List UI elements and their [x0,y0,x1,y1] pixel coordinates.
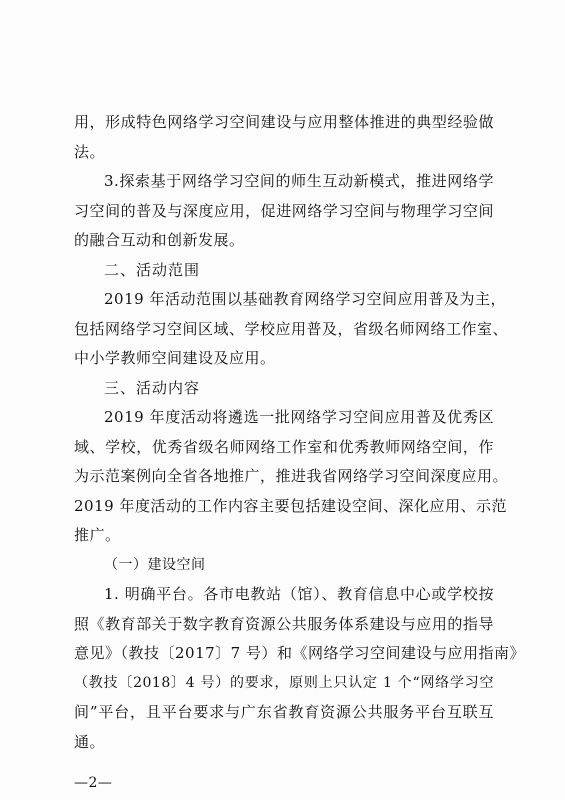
paragraph-line: 1. 明确平台。各市电教站（馆）、教育信息中心或学校按 [104,585,494,603]
paragraph-line: 2019 年度活动的工作内容主要包括建设空间、深化应用、示范 [74,497,507,515]
paragraph-line: 包括网络学习空间区域、学校应用普及，省级名师网络工作室、 [74,320,509,338]
paragraph-line: 意见》（教技〔2017〕7 号）和《网络学习空间建设与应用指南》 [74,644,525,662]
paragraph-line: 推广。 [74,526,121,544]
subsection-heading-build-space: （一）建设空间 [104,557,206,573]
paragraph-line: 中小学教师空间建设及应用。 [74,349,276,367]
paragraph-line: （教技〔2018〕4 号）的要求，原则上只认定 1 个“网络学习空 [74,675,494,691]
paragraph-line: 通。 [74,733,106,751]
paragraph-line: 2019 年度活动将遴选一批网络学习空间应用普及优秀区 [104,408,494,426]
section-heading-scope: 二、活动范围 [104,261,201,279]
paragraph-line: 间”平台，且平台要求与广东省教育资源公共服务平台互联互 [74,703,494,721]
page-number: —2— [74,775,113,791]
paragraph-line: 法。 [74,143,106,161]
section-heading-content: 三、活动内容 [104,379,201,397]
paragraph-line: 的融合互动和创新发展。 [74,231,245,249]
paragraph-line: 2019 年活动范围以基础教育网络学习空间应用普及为主， [104,290,506,308]
paragraph-line: 用，形成特色网络学习空间建设与应用整体推进的典型经验做 [74,113,494,131]
paragraph-line: 习空间的普及与深度应用，促进网络学习空间与物理学习空间 [74,202,494,220]
paragraph-line: 照《教育部关于数字教育资源公共服务体系建设与应用的指导 [74,615,494,633]
paragraph-line: 为示范案例向全省各地推广，推进我省网络学习空间深度应用。 [74,467,509,485]
paragraph-line: 3.探索基于网络学习空间的师生互动新模式，推进网络学 [104,172,494,190]
paragraph-line: 域、学校，优秀省级名师网络工作室和优秀教师网络空间，作 [74,438,494,456]
